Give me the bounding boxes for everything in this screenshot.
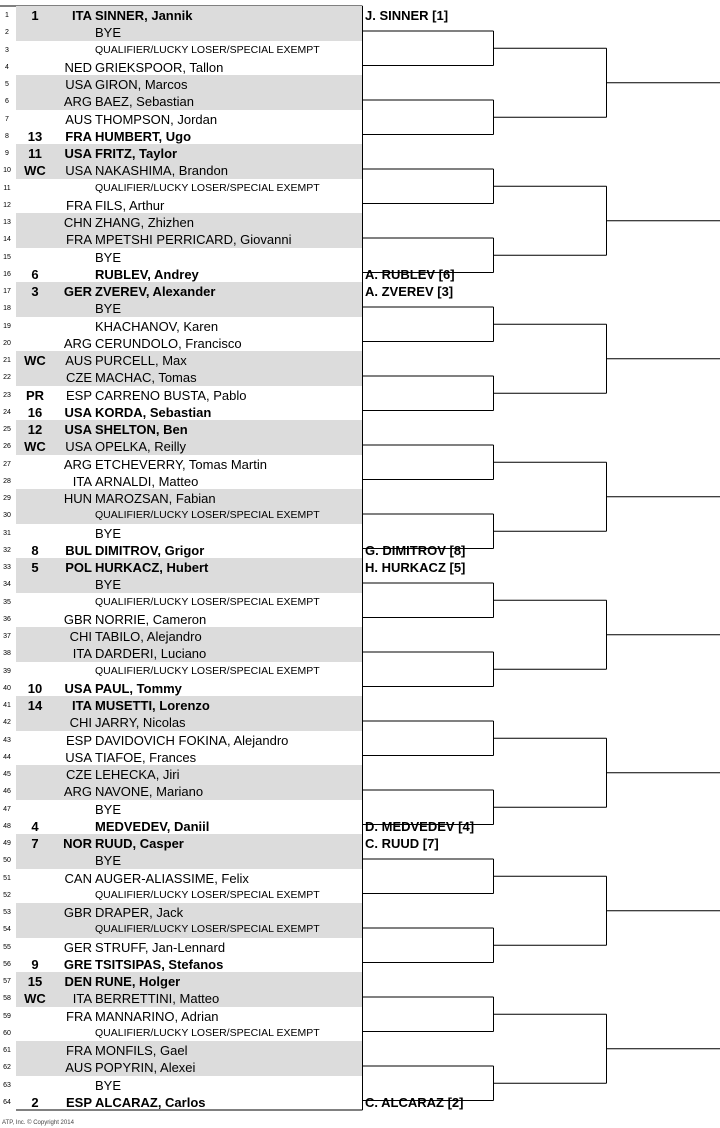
country-code: USA xyxy=(65,749,92,765)
seed-label: 9 xyxy=(31,956,39,972)
draw-entry-row xyxy=(0,334,362,351)
player-name: KHACHANOV, Karen xyxy=(95,318,219,334)
draw-entry-row xyxy=(0,1024,362,1041)
draw-entry-row xyxy=(0,869,362,886)
draw-entry-row xyxy=(0,386,362,403)
player-name: ZVEREV, Alexander xyxy=(95,284,216,299)
draw-position-number: 57 xyxy=(3,978,11,985)
draw-position-number: 35 xyxy=(3,598,11,606)
player-name: ALCARAZ, Carlos xyxy=(95,1094,206,1110)
player-name: MAROZSAN, Fabian xyxy=(95,491,216,506)
seed-label: 13 xyxy=(27,128,43,144)
draw-entry-row xyxy=(0,437,362,454)
player-name: QUALIFIER/LUCKY LOSER/SPECIAL EXEMPT xyxy=(95,1026,320,1039)
draw-position-number: 31 xyxy=(3,529,11,537)
draw-entry-row xyxy=(0,541,362,558)
draw-position-number: 54 xyxy=(3,926,11,934)
country-code: USA xyxy=(65,77,92,92)
seed-label: WC xyxy=(24,163,46,179)
seed-label: 6 xyxy=(31,266,39,282)
draw-position-number: 16 xyxy=(3,270,11,278)
draw-position-number: 4 xyxy=(5,63,9,71)
player-name: ARNALDI, Matteo xyxy=(95,473,199,489)
draw-entry-row xyxy=(0,679,362,696)
player-name: QUALIFIER/LUCKY LOSER/SPECIAL EXEMPT xyxy=(95,595,320,608)
draw-position-number: 32 xyxy=(3,546,11,554)
round2-qualifier-label: H. HURKACZ [5] xyxy=(365,560,466,575)
player-name: ETCHEVERRY, Tomas Martin xyxy=(95,456,267,472)
draw-position-number: 40 xyxy=(3,684,11,692)
player-name: HUMBERT, Ugo xyxy=(95,128,192,144)
seed-label: 3 xyxy=(31,284,39,299)
player-name: POPYRIN, Alexei xyxy=(95,1060,196,1076)
draw-entry-row xyxy=(0,506,362,523)
seed-label: 11 xyxy=(28,146,42,161)
row-shading xyxy=(16,575,362,592)
player-name: BYE xyxy=(95,1077,122,1093)
draw-position-number: 55 xyxy=(3,943,11,951)
draw-position-number: 29 xyxy=(3,495,11,502)
draw-entry-row xyxy=(0,851,362,868)
player-name: DRAPER, Jack xyxy=(95,905,184,920)
country-code: AUS xyxy=(65,1060,92,1076)
country-code: ITA xyxy=(72,698,92,713)
draw-entry-row xyxy=(0,230,362,247)
draw-position-number: 47 xyxy=(3,805,11,813)
seed-label: 5 xyxy=(31,560,39,575)
draw-position-number: 37 xyxy=(3,633,11,640)
draw-entry-row xyxy=(0,524,362,541)
seed-label: PR xyxy=(25,387,45,403)
player-name: QUALIFIER/LUCKY LOSER/SPECIAL EXEMPT xyxy=(95,181,320,194)
draw-position-number: 22 xyxy=(3,374,11,382)
draw-entry-row xyxy=(0,817,362,834)
player-name: RUUD, Casper xyxy=(95,836,184,851)
draw-position-number: 59 xyxy=(3,1012,11,1020)
draw-entry-row xyxy=(0,23,362,40)
player-name: CERUNDOLO, Francisco xyxy=(95,335,242,351)
draw-position-number: 64 xyxy=(3,1098,11,1106)
draw-position-number: 51 xyxy=(3,874,11,882)
draw-position-number: 3 xyxy=(5,46,9,54)
player-name: QUALIFIER/LUCKY LOSER/SPECIAL EXEMPT xyxy=(95,43,320,56)
draw-entry-row xyxy=(0,282,362,299)
player-name: PAUL, Tommy xyxy=(95,680,182,696)
player-name: NAVONE, Mariano xyxy=(95,784,204,800)
country-code: CHI xyxy=(69,629,92,644)
draw-entry-row xyxy=(0,610,362,627)
draw-entry-row xyxy=(0,696,362,713)
draw-position-number: 2 xyxy=(5,29,9,37)
player-name: THOMPSON, Jordan xyxy=(95,111,218,127)
draw-entry-row xyxy=(0,593,362,610)
seed-label: 8 xyxy=(31,542,39,558)
player-name: TABILO, Alejandro xyxy=(95,629,202,644)
seed-label: WC xyxy=(24,439,46,455)
player-name: MUSETTI, Lorenzo xyxy=(95,698,210,713)
draw-entry-row xyxy=(0,179,362,196)
draw-entry-row xyxy=(0,110,362,127)
country-code: GBR xyxy=(63,905,92,920)
player-name: RUBLEV, Andrey xyxy=(95,266,199,282)
country-code: FRA xyxy=(66,197,92,213)
country-code: GBR xyxy=(63,611,92,627)
draw-entry-row xyxy=(0,800,362,817)
player-name: BYE xyxy=(95,525,122,541)
draw-entry-row xyxy=(0,575,362,592)
draw-position-number: 30 xyxy=(3,512,11,520)
draw-position-number: 48 xyxy=(3,822,11,830)
country-code: ITA xyxy=(72,473,92,489)
draw-entry-row xyxy=(0,920,362,937)
draw-position-number: 43 xyxy=(3,736,11,744)
draw-position-number: 63 xyxy=(3,1081,11,1089)
player-name: MACHAC, Tomas xyxy=(95,370,197,386)
draw-position-number: 49 xyxy=(3,840,11,847)
draw-position-number: 24 xyxy=(3,408,11,416)
draw-entry-row xyxy=(0,731,362,748)
draw-entry-row xyxy=(0,144,362,161)
draw-entry-row xyxy=(0,368,362,385)
player-name: HURKACZ, Hubert xyxy=(95,560,209,575)
seed-label: 7 xyxy=(31,836,39,851)
country-code: CHN xyxy=(63,215,92,230)
round2-qualifier-label: A. RUBLEV [6] xyxy=(365,266,455,282)
draw-entry-row xyxy=(0,1093,362,1110)
country-code: USA xyxy=(64,680,92,696)
country-code: AUS xyxy=(65,111,92,127)
draw-entry-row xyxy=(0,1007,362,1024)
country-code: GER xyxy=(63,939,92,955)
draw-entry-row xyxy=(0,627,362,644)
player-name: BYE xyxy=(95,801,122,817)
draw-entry-row xyxy=(0,558,362,575)
player-name: JARRY, Nicolas xyxy=(95,715,186,731)
draw-position-number: 46 xyxy=(3,788,11,796)
country-code: USA xyxy=(64,146,92,161)
draw-entry-row xyxy=(0,1041,362,1058)
draw-entry-row xyxy=(0,265,362,282)
draw-position-number: 58 xyxy=(3,995,11,1003)
country-code: ARG xyxy=(63,94,92,110)
seed-label: WC xyxy=(24,991,46,1007)
player-name: DIMITROV, Grigor xyxy=(95,542,205,558)
draw-position-number: 7 xyxy=(5,115,9,123)
draw-entry-row xyxy=(0,765,362,782)
draw-position-number: 9 xyxy=(5,150,9,157)
draw-position-number: 15 xyxy=(3,253,11,261)
player-name: BERRETTINI, Matteo xyxy=(95,991,220,1007)
player-name: TSITSIPAS, Stefanos xyxy=(95,956,224,972)
draw-entry-row xyxy=(0,903,362,920)
draw-entry-row xyxy=(0,41,362,58)
country-code: ARG xyxy=(63,335,92,351)
round2-qualifier-label: G. DIMITROV [8] xyxy=(365,542,466,558)
draw-entry-row xyxy=(0,161,362,178)
country-code: USA xyxy=(64,422,92,437)
draw-entry-row xyxy=(0,834,362,851)
draw-entry-row xyxy=(0,489,362,506)
player-name: ZHANG, Zhizhen xyxy=(95,215,194,230)
player-name: QUALIFIER/LUCKY LOSER/SPECIAL EXEMPT xyxy=(95,664,320,677)
country-code: ESP xyxy=(65,1094,92,1110)
draw-position-number: 19 xyxy=(3,322,11,330)
draw-position-number: 62 xyxy=(3,1064,11,1072)
row-shading xyxy=(16,851,362,868)
player-name: QUALIFIER/LUCKY LOSER/SPECIAL EXEMPT xyxy=(95,888,320,901)
player-name: OPELKA, Reilly xyxy=(95,439,187,455)
country-code: USA xyxy=(65,163,92,179)
player-name: BYE xyxy=(95,25,122,41)
country-code: NED xyxy=(64,59,92,75)
draw-position-number: 1 xyxy=(5,12,9,19)
draw-position-number: 42 xyxy=(3,719,11,727)
seed-label: 4 xyxy=(31,818,39,834)
country-code: POL xyxy=(65,560,92,575)
player-name: MEDVEDEV, Daniil xyxy=(95,818,210,834)
draw-position-number: 25 xyxy=(3,426,11,433)
seed-label: 15 xyxy=(27,974,43,989)
player-name: NORRIE, Cameron xyxy=(95,611,207,627)
player-name: BAEZ, Sebastian xyxy=(95,94,194,110)
player-name: LEHECKA, Jiri xyxy=(95,767,180,782)
player-name: RUNE, Holger xyxy=(95,974,181,989)
draw-position-number: 33 xyxy=(3,564,11,571)
country-code: ITA xyxy=(72,8,92,23)
draw-entry-row xyxy=(0,299,362,316)
draw-entry-row xyxy=(0,782,362,799)
draw-position-number: 44 xyxy=(3,753,11,761)
player-name: BYE xyxy=(95,853,122,869)
draw-entry-row xyxy=(0,989,362,1006)
draw-entry-row xyxy=(0,644,362,661)
country-code: GRE xyxy=(63,956,92,972)
draw-entry-row xyxy=(0,955,362,972)
draw-position-number: 50 xyxy=(3,857,11,865)
player-name: QUALIFIER/LUCKY LOSER/SPECIAL EXEMPT xyxy=(95,509,320,522)
player-name: KORDA, Sebastian xyxy=(95,404,212,420)
player-name: TIAFOE, Frances xyxy=(95,749,197,765)
country-code: CHI xyxy=(69,715,92,731)
player-name: CARRENO BUSTA, Pablo xyxy=(95,387,247,403)
draw-position-number: 38 xyxy=(3,650,11,658)
player-name: MANNARINO, Adrian xyxy=(95,1008,219,1024)
draw-position-number: 53 xyxy=(3,909,11,916)
country-code: ARG xyxy=(63,456,92,472)
draw-position-number: 36 xyxy=(3,615,11,623)
seed-label: 12 xyxy=(27,422,43,437)
draw-entry-row xyxy=(0,196,362,213)
country-code: HUN xyxy=(63,491,92,506)
player-name: NAKASHIMA, Brandon xyxy=(95,163,228,179)
draw-position-number: 6 xyxy=(5,98,9,106)
draw-position-number: 34 xyxy=(3,581,11,589)
seed-label: 16 xyxy=(27,404,43,420)
draw-entry-row xyxy=(0,938,362,955)
round2-qualifier-label: C. RUUD [7] xyxy=(365,836,439,851)
player-name: MONFILS, Gael xyxy=(95,1043,188,1058)
player-name: BYE xyxy=(95,577,122,593)
player-name: QUALIFIER/LUCKY LOSER/SPECIAL EXEMPT xyxy=(95,923,320,936)
draw-position-number: 11 xyxy=(3,184,11,192)
country-code: DEN xyxy=(64,974,92,989)
draw-position-number: 26 xyxy=(3,443,11,451)
draw-entry-row xyxy=(0,75,362,92)
draw-position-number: 61 xyxy=(3,1047,11,1054)
draw-entry-row xyxy=(0,403,362,420)
draw-entry-row xyxy=(0,886,362,903)
draw-entry-row xyxy=(0,1076,362,1093)
row-shading xyxy=(16,299,362,316)
round2-qualifier-label: C. ALCARAZ [2] xyxy=(365,1094,464,1110)
draw-position-number: 41 xyxy=(3,702,11,709)
draw-position-number: 60 xyxy=(3,1029,11,1037)
country-code: FRA xyxy=(66,232,92,248)
country-code: ESP xyxy=(65,387,92,403)
draw-position-number: 12 xyxy=(3,201,11,209)
country-code: FRA xyxy=(66,1008,92,1024)
country-code: BUL xyxy=(65,542,92,558)
draw-entry-row xyxy=(0,58,362,75)
round2-qualifier-label: J. SINNER [1] xyxy=(365,8,449,23)
draw-entry-row xyxy=(0,455,362,472)
player-name: BYE xyxy=(95,301,122,317)
seed-label: 14 xyxy=(27,698,43,713)
country-code: ITA xyxy=(72,991,92,1007)
country-code: CZE xyxy=(66,370,92,386)
draw-entry-row xyxy=(0,213,362,230)
seed-label: 2 xyxy=(31,1094,39,1110)
draw-position-number: 45 xyxy=(3,771,11,778)
player-name: SHELTON, Ben xyxy=(95,422,188,437)
draw-entry-row xyxy=(0,662,362,679)
player-name: BYE xyxy=(95,249,122,265)
draw-entry-row xyxy=(0,351,362,368)
player-name: FRITZ, Taylor xyxy=(95,146,178,161)
draw-entry-row xyxy=(0,317,362,334)
country-code: CAN xyxy=(64,870,92,886)
draw-position-number: 10 xyxy=(3,167,11,175)
round2-qualifier-label: D. MEDVEDEV [4] xyxy=(365,818,475,834)
draw-entry-row xyxy=(0,6,362,23)
player-name: DAVIDOVICH FOKINA, Alejandro xyxy=(95,732,289,748)
draw-position-number: 17 xyxy=(3,288,11,295)
draw-position-number: 8 xyxy=(5,132,9,140)
draw-position-number: 27 xyxy=(3,460,11,468)
draw-entry-row xyxy=(0,420,362,437)
country-code: USA xyxy=(65,439,92,455)
player-name: STRUFF, Jan-Lennard xyxy=(95,939,226,955)
draw-entry-row xyxy=(0,713,362,730)
draw-position-number: 56 xyxy=(3,960,11,968)
country-code: FRA xyxy=(65,128,92,144)
country-code: AUS xyxy=(65,353,92,368)
draw-position-number: 20 xyxy=(3,339,11,347)
country-code: ESP xyxy=(65,732,92,748)
seed-label: WC xyxy=(24,353,46,368)
round2-qualifier-label: A. ZVEREV [3] xyxy=(365,284,454,299)
country-code: CZE xyxy=(66,767,92,782)
player-name: GRIEKSPOOR, Tallon xyxy=(95,59,224,75)
player-name: PURCELL, Max xyxy=(95,353,187,368)
draw-position-number: 39 xyxy=(3,667,11,675)
draw-entry-row xyxy=(0,972,362,989)
seed-label: 1 xyxy=(31,8,39,23)
player-name: DARDERI, Luciano xyxy=(95,646,207,662)
row-shading xyxy=(16,23,362,40)
player-name: FILS, Arthur xyxy=(95,197,165,213)
draw-position-number: 13 xyxy=(3,219,11,226)
draw-position-number: 52 xyxy=(3,891,11,899)
draw-position-number: 14 xyxy=(3,236,11,244)
player-name: GIRON, Marcos xyxy=(95,77,188,92)
draw-position-number: 5 xyxy=(5,81,9,88)
country-code: GER xyxy=(63,284,92,299)
draw-entry-row xyxy=(0,127,362,144)
seed-label: 10 xyxy=(27,680,43,696)
draw-entry-row xyxy=(0,248,362,265)
draw-position-number: 28 xyxy=(3,477,11,485)
player-name: MPETSHI PERRICARD, Giovanni xyxy=(95,232,292,248)
draw-entry-row xyxy=(0,472,362,489)
country-code: ITA xyxy=(72,646,92,662)
draw-position-number: 23 xyxy=(3,391,11,399)
player-name: SINNER, Jannik xyxy=(95,8,193,23)
draw-position-number: 18 xyxy=(3,305,11,313)
draw-entry-row xyxy=(0,1058,362,1075)
draw-entry-row xyxy=(0,92,362,109)
country-code: NOR xyxy=(63,836,92,851)
copyright-footer: ATP, Inc. © Copyright 2014 xyxy=(2,1120,74,1126)
draw-position-number: 21 xyxy=(3,357,11,364)
country-code: USA xyxy=(64,404,92,420)
country-code: ARG xyxy=(63,784,92,800)
player-name: AUGER-ALIASSIME, Felix xyxy=(95,870,249,886)
country-code: FRA xyxy=(66,1043,92,1058)
draw-entry-row xyxy=(0,748,362,765)
